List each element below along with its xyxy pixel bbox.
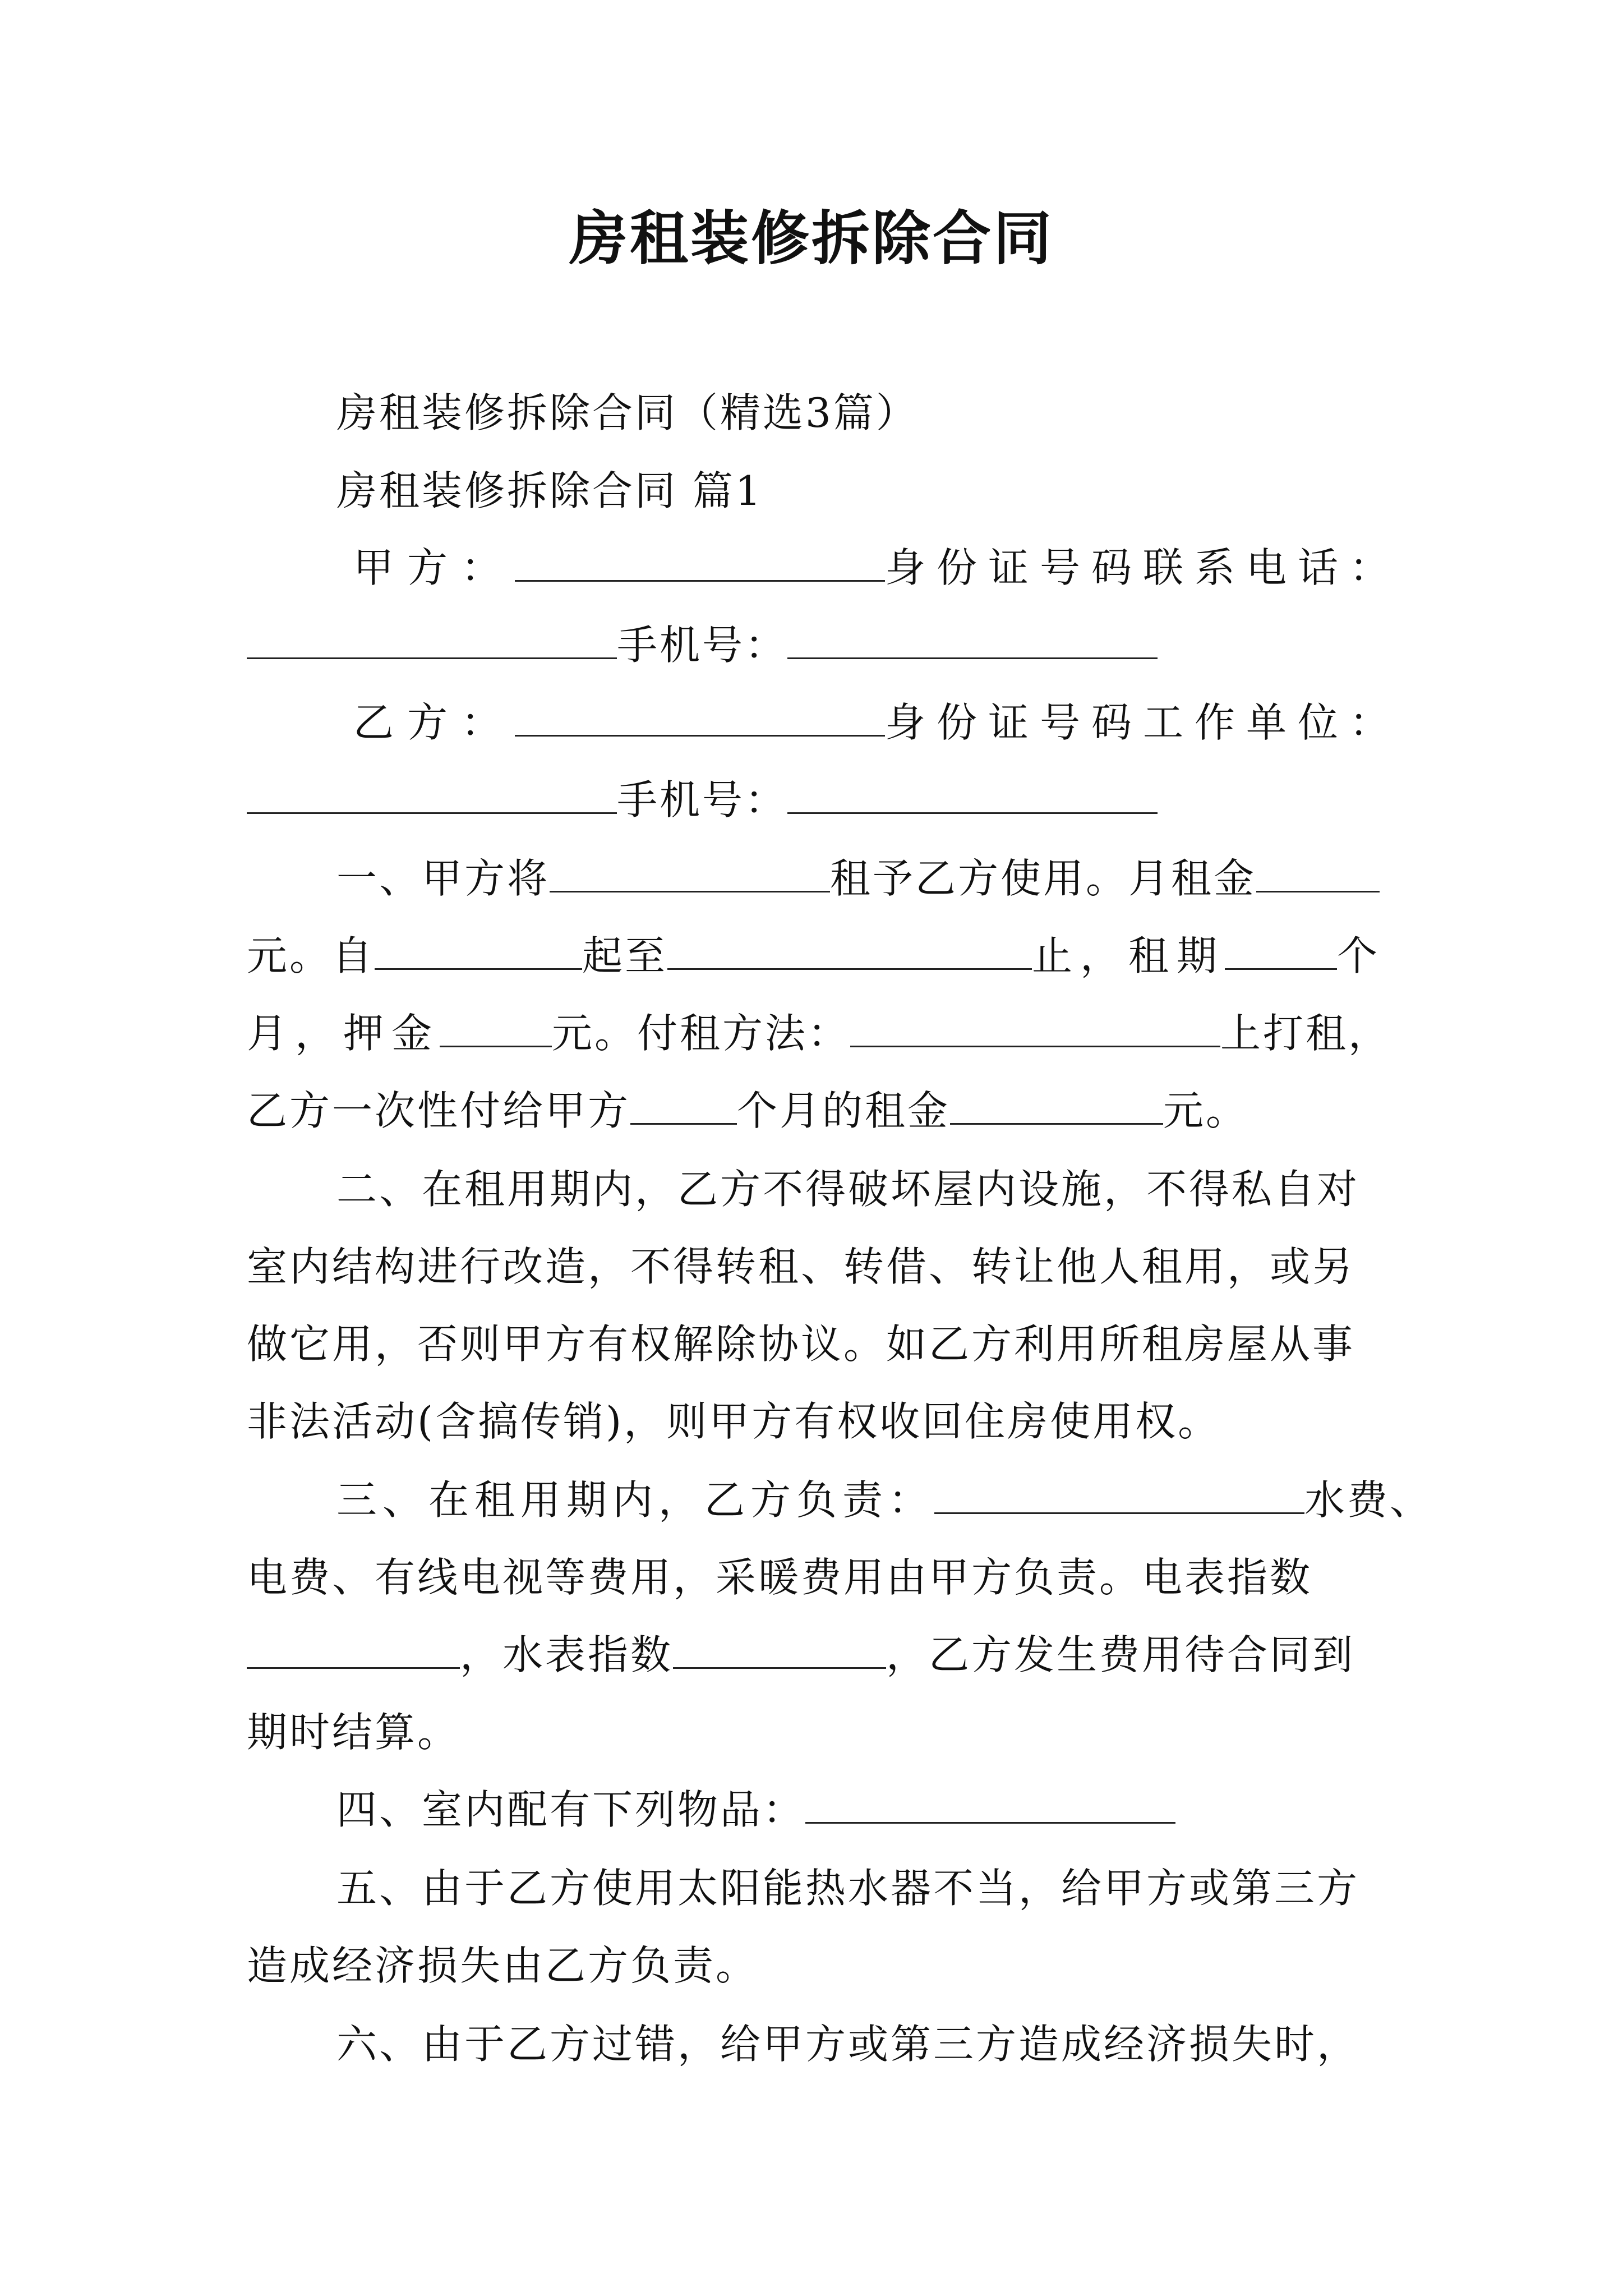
- party-b-line: [353, 694, 1401, 751]
- party-a-name-blank[interactable]: [515, 542, 885, 582]
- clause2-line2: 室内结构进行改造，不得转租、转借、转让他人租用，或另: [247, 1243, 1355, 1290]
- clause1-text: 个: [1337, 932, 1380, 979]
- party-a-id-phone-label: 身份证号码联系电话：: [885, 544, 1401, 591]
- clause2-line1: 二、在租用期内，乙方不得破坏屋内设施，不得私自对: [336, 1166, 1360, 1213]
- document-title: 房租装修拆除合同: [569, 204, 1054, 273]
- clause1-text: 乙方一次性付给甲方: [247, 1087, 631, 1134]
- clause6-line1: 六、由于乙方过错，给甲方或第三方造成经济损失时，: [336, 2021, 1360, 2068]
- party-b-mobile-blank[interactable]: [787, 774, 1158, 814]
- clause3-line4: 期时结算。: [247, 1709, 460, 1756]
- rent-amount-blank[interactable]: [950, 1085, 1163, 1125]
- clause1-text: 一、甲方将: [336, 855, 550, 902]
- months-blank[interactable]: [630, 1085, 737, 1125]
- clause1-line3: [247, 1005, 1391, 1061]
- clause1-text: 元。自: [247, 932, 375, 979]
- party-a-mobile-line: [247, 617, 1158, 673]
- term-blank[interactable]: [1225, 930, 1337, 970]
- clause4-text: 四、室内配有下列物品：: [336, 1786, 806, 1833]
- party-a-phone-blank[interactable]: [247, 619, 617, 659]
- clause2-line3: 做它用，否则甲方有权解除协议。如乙方利用所租房屋从事: [247, 1320, 1355, 1368]
- party-a-label: 甲方：: [353, 544, 515, 591]
- party-a-line: [353, 540, 1401, 596]
- clause3-text: 三、在租用期内，乙方负责：: [336, 1476, 935, 1524]
- clause1-text: 元。: [1163, 1087, 1249, 1134]
- clause5-line2: 造成经济损失由乙方负责。: [247, 1942, 759, 1989]
- party-b-name-blank[interactable]: [515, 697, 885, 737]
- party-a-mobile-blank[interactable]: [787, 619, 1158, 659]
- clause1-text: 租予乙方使用。月租金: [830, 855, 1257, 902]
- party-b-label: 乙方：: [353, 699, 515, 746]
- clause3-line3: [247, 1627, 1355, 1683]
- electric-meter-blank[interactable]: [247, 1629, 460, 1669]
- clause2-line4: 非法活动(含搞传销)，则甲方有权收回住房使用权。: [247, 1398, 1221, 1445]
- clause1-text: 个月的租金: [737, 1087, 951, 1134]
- end-date-blank[interactable]: [667, 930, 1032, 970]
- clause3-text: ，水表指数: [460, 1631, 674, 1678]
- payment-method-blank[interactable]: [850, 1007, 1220, 1047]
- clause1-line2: [247, 928, 1380, 984]
- clause1-text: 上打租，: [1220, 1010, 1391, 1057]
- start-date-blank[interactable]: [375, 930, 582, 970]
- water-meter-blank[interactable]: [673, 1629, 886, 1669]
- clause3-line1: [336, 1472, 1432, 1528]
- clause1-text: 止，租期: [1032, 932, 1225, 979]
- clause1-text: 月，押金: [247, 1010, 440, 1057]
- party-b-id-work-label: 身份证号码工作单位：: [885, 699, 1401, 746]
- clause5-line1: 五、由于乙方使用太阳能热水器不当，给甲方或第三方: [336, 1865, 1360, 1912]
- deposit-blank[interactable]: [440, 1007, 552, 1047]
- clause1-line4: [247, 1083, 1248, 1139]
- party-b-mobile-label: 手机号：: [617, 776, 788, 823]
- items-blank[interactable]: [805, 1784, 1175, 1824]
- clause1-text: 元。付租方法：: [552, 1010, 851, 1057]
- party-b-work-blank[interactable]: [247, 774, 617, 814]
- clause1-line1: [336, 850, 1380, 907]
- party-b-mobile-line: [247, 772, 1158, 828]
- section-heading: 房租装修拆除合同 篇1: [336, 467, 763, 514]
- property-blank[interactable]: [550, 853, 830, 892]
- clause3-text: 水费、: [1304, 1476, 1433, 1524]
- subtitle: 房租装修拆除合同（精选3篇）: [336, 389, 919, 436]
- party-a-mobile-label: 手机号：: [617, 622, 788, 669]
- utilities-blank[interactable]: [934, 1474, 1304, 1514]
- clause4-line: [336, 1782, 1175, 1838]
- rent-blank[interactable]: [1256, 853, 1380, 892]
- clause3-text: ，乙方发生费用待合同到: [886, 1631, 1355, 1678]
- clause1-text: 起至: [582, 932, 668, 979]
- clause3-line2: 电费、有线电视等费用，采暖费用由甲方负责。电表指数: [247, 1554, 1313, 1601]
